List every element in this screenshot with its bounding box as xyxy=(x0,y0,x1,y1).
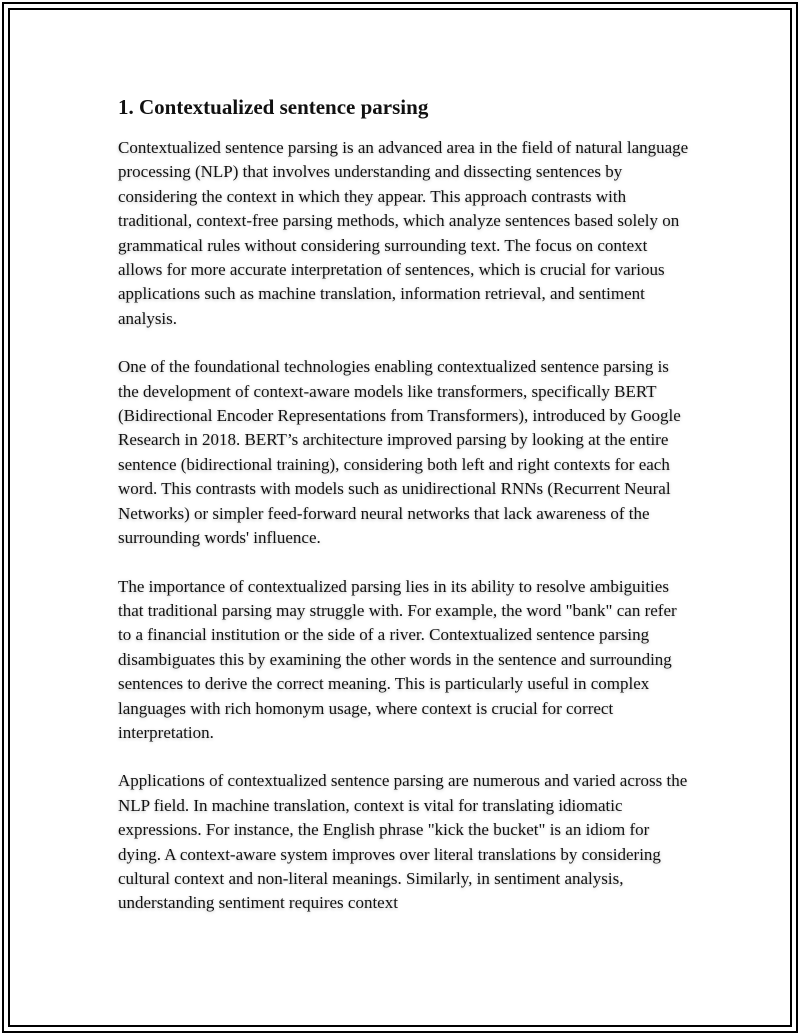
section-heading: 1. Contextualized sentence parsing xyxy=(118,95,429,119)
paragraph-bert: One of the foundational technologies enabling contextualized sentence parsing is the development of context-aware models like transformers, specifically BERT (Bidirectional Encoder Representations from Transformers), introduced by Google Research in 2018. BERT’s architecture improved parsing by looking at the entire sentence (bidirectional training), considering both left and right contexts for each word. This contrasts with models such as unidirectional RNNs (Recurrent Neural Networks) or simpler feed-forward neural networks that lack awareness of the surrounding words' influence. xyxy=(118,357,681,548)
paragraph-applications: Applications of contextualized sentence parsing are numerous and varied across the NLP field. In machine translation, context is vital for translating idiomatic expressions. For instance, the English phrase "kick the bucket" is an idiom for dying. A context-aware system improves over literal translations by considering cultural context and non-literal meanings. Similarly, in sentiment analysis, understanding sentiment requires context xyxy=(118,771,688,913)
document-body xyxy=(118,94,690,940)
paragraph-intro: Contextualized sentence parsing is an advanced area in the field of natural language processing (NLP) that involves understanding and dissecting sentences by considering the context in which they appear. This approach contrasts with traditional, context-free parsing methods, which analyze sentences based solely on grammatical rules without considering surrounding text. The focus on context allows for more accurate interpretation of sentences, which is crucial for various applications such as machine translation, information retrieval, and sentiment analysis. xyxy=(118,138,689,328)
paragraph-ambiguity: The importance of contextualized parsing lies in its ability to resolve ambiguities that traditional parsing may struggle with. For example, the word "bank" can refer to a financial institution or the side of a river. Contextualized sentence parsing disambiguates this by examining the other words in the sentence and surrounding sentences to derive the correct meaning. This is particularly useful in complex languages with rich homonym usage, where context is crucial for correct interpretation. xyxy=(118,576,677,742)
